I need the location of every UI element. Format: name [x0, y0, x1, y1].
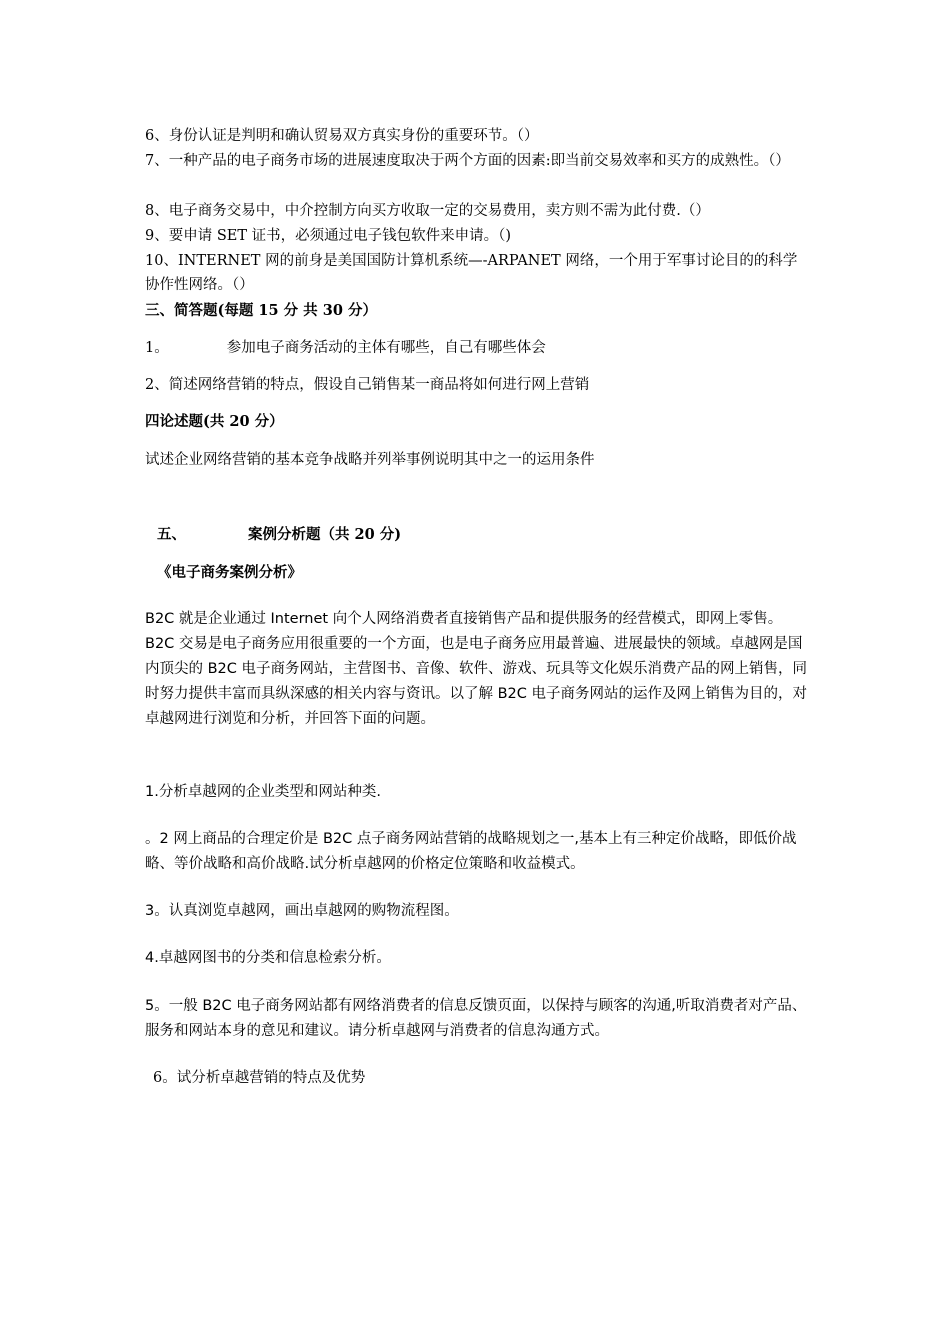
section5-title: 案例分析题（共 20 分) — [248, 526, 402, 543]
case-q2: 。2 网上商品的合理定价是 B2C 点子商务网站营销的战略规划之一,基本上有三种定价战略，即低价战略、等价战略和高价战略.试分析卓越网的价格定位策略和收益模式。 — [145, 831, 797, 872]
judgement-q9: 9、要申请 SET 证书，必须通过电子钱包软件来申请。（) — [145, 228, 512, 244]
section5-heading — [157, 523, 822, 547]
section5-number: 五、 — [157, 526, 186, 543]
case-q5: 5。一般 B2C 电子商务网站都有网络消费者的信息反馈页面，以保持与顾客的沟通,听取消费者对产品、服务和网站本身的意见和建议。请分析卓越网与消费者的信息沟通方式。 — [145, 998, 807, 1039]
section3-q2: 2、简述网络营销的特点，假设自己销售某一商品将如何进行网上营销 — [145, 377, 590, 393]
judgement-q7: 7、一种产品的电子商务市场的进展速度取决于两个方面的因素:即当前交易效率和买方的成熟性。（） — [145, 153, 790, 169]
judgement-q6: 6、身份认证是判明和确认贸易双方真实身份的重要环节。（） — [145, 128, 539, 144]
section4-question: 试述企业网络营销的基本竞争战略并列举事例说明其中之一的运用条件 — [145, 452, 595, 468]
section3-q1-text: 参加电子商务活动的主体有哪些，自己有哪些体会 — [226, 340, 546, 356]
case-q6: 6。试分析卓越营销的特点及优势 — [153, 1070, 366, 1086]
judgement-q8: 8、电子商务交易中，中介控制方向买方收取一定的交易费用，卖方则不需为此付费.（） — [145, 203, 710, 219]
section4-heading: 四论述题(共 20 分） — [145, 413, 284, 430]
judgement-q10: 10、INTERNET 网的前身是美国国防计算机系统—-ARPANET 网络，一个用于军事讨论目的的科学协作性网络。（） — [145, 253, 798, 293]
case-q4: 4.卓越网图书的分类和信息检索分析。 — [145, 950, 391, 966]
case-q3: 3。认真浏览卓越网，画出卓越网的购物流程图。 — [145, 903, 459, 919]
case-q1: 1.分析卓越网的企业类型和网站种类. — [145, 784, 381, 800]
case-intro: B2C 就是企业通过 Internet 向个人网络消费者直接销售产品和提供服务的经营模式，即网上零售。B2C 交易是电子商务应用很重要的一个方面，也是电子商务应用最普遍、进展最快的领域。卓越网是国内顶尖的 B2C 电子商务网站，主营图书、音像、软件、游戏、玩具等文化娱乐消费产品的网上销售，同时努力提供丰富而具纵深感的相关内容与资讯。以了解 B2C 电子商务网站的运作及网上销售为目的，对卓越网进行浏览和分析，并回答下面的问题。 — [145, 611, 808, 727]
section3-q1-number: 1。 — [145, 340, 169, 356]
section3-heading: 三、简答题(每题 15 分 共 30 分） — [145, 302, 377, 319]
section3-q1 — [145, 336, 810, 360]
case-title: 《电子商务案例分析》 — [157, 564, 302, 581]
